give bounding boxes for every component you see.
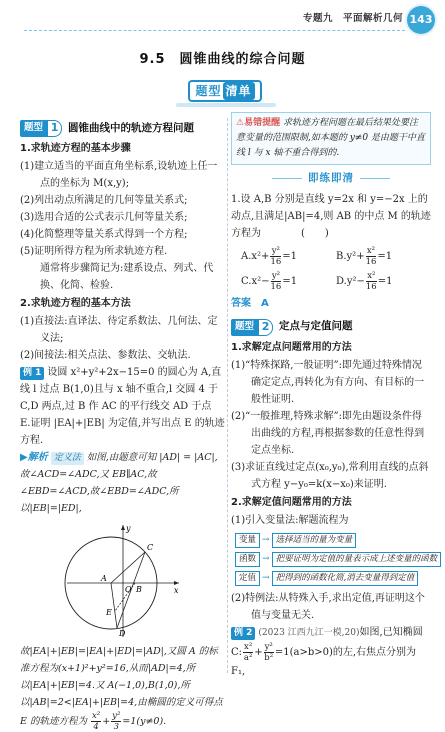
eq-frac-y <box>111 711 121 732</box>
option-a[interactable] <box>241 246 336 267</box>
option-d-post: =1 <box>377 275 393 287</box>
example1-tag: 例 1 <box>20 367 44 380</box>
eq-frac-x <box>91 711 101 732</box>
section-title: 9.5 圆锥曲线的综合问题 <box>139 52 306 67</box>
option-d-label: D. <box>336 275 347 287</box>
y-axis-arrow <box>121 525 125 530</box>
banner-part1: 题型 <box>195 84 222 98</box>
example1-text: 设圆 x²+y²+2x−15=0 的圆心为 A,直线 l 过点 B(1,0)且与 x 轴不重合,l 交圆 4 于 C,D 两点,过 B 作 AC 的平行线交 AD 于点 E.证明 |EA|+|EB| 为定值,并写出点 E 的轨迹方程. <box>20 367 225 446</box>
ex2-frac-x-num: x² <box>244 641 253 652</box>
chapter-title: 专题九 平面解析几何 <box>302 13 403 24</box>
fixed-value-method-1: (1)引入变量法:解题流程为 <box>231 514 349 526</box>
option-d-den: 16 <box>365 281 377 292</box>
option-b-post: =1 <box>377 250 393 262</box>
question1-answer: 答案 A <box>231 297 269 309</box>
steps-note: 通常将步骤简记为:建系设点、列式、代换、化简、检验. <box>40 263 214 291</box>
error-reminder-tag: ⚠易错提醒 <box>236 118 281 128</box>
x-axis-arrow <box>174 581 179 585</box>
label-o: O <box>124 585 132 594</box>
fixed-point-method-1: (1)“特殊探路,一般证明”:即先通过特殊情况确定定点,再转化为有方向、有目标的一般性证明. <box>231 359 425 405</box>
option-d-frac <box>366 271 377 292</box>
flow-desc-fixed: 把得到的函数化简,消去变量得到定值 <box>272 571 419 586</box>
segment-ac <box>111 552 145 583</box>
option-d-pre: y²− <box>346 275 365 287</box>
section2-title: 定点与定值问题 <box>279 320 353 333</box>
label-e: E <box>105 608 112 617</box>
arrow-right-icon: → <box>262 534 270 545</box>
option-a-den: 16 <box>270 256 282 267</box>
example2-equation: C: $\frac{\text{x²}}{\text{a²}}$ + $\frac{\text{y²}}{\text{b²}}$ =1(a>b>0)的左,右焦点分别为 F₁, <box>231 641 417 677</box>
section2-tag: 题型 <box>231 319 258 336</box>
option-c-num: y² <box>271 270 281 281</box>
fixed-point-method-2: (2)“一般推理,特殊求解”:即先由题设条件得出曲线的方程,再根据参数的任意性得到定点坐标. <box>231 410 425 456</box>
option-a-frac <box>270 246 281 267</box>
section1-heading <box>20 120 225 137</box>
column-divider <box>227 118 228 673</box>
option-d[interactable] <box>336 271 431 292</box>
option-c-den: 16 <box>270 281 282 292</box>
option-b-label: B. <box>336 250 347 262</box>
option-c-pre: x²− <box>251 275 270 287</box>
page-number: 143 <box>407 6 435 34</box>
eq-frac-x-num: x² <box>92 711 101 721</box>
example2-source: (2023 江西九江一模,20) <box>258 627 360 638</box>
option-c[interactable] <box>241 271 336 292</box>
ex2-frac-x <box>243 642 253 663</box>
fixed-value-heading: 2.求解定值问题常用的方法 <box>231 496 352 508</box>
ex2-frac-y-num: y² <box>264 641 273 652</box>
left-column <box>20 112 225 732</box>
solution-tag: ▶解析 <box>20 452 48 463</box>
ex2-frac-y <box>264 642 274 663</box>
option-b-frac <box>366 246 377 267</box>
banner-underline <box>176 103 276 107</box>
step-3: (3)选用合适的公式表示几何等量关系; <box>20 212 188 223</box>
steps-heading: 1.求轨迹方程的基本步骤 <box>20 143 131 154</box>
eq-tail: =1(y≠0). <box>122 716 167 727</box>
example2 <box>231 624 431 642</box>
eq-frac-y-num: y² <box>112 711 121 721</box>
flow-box-fixed: 定值 <box>235 571 260 586</box>
circle-diagram <box>63 521 183 641</box>
solution-text: 如图,由题意可知 |AD| = |AC|,故∠ACD=∠ADC,又 EB∥AC,故∠EBD=∠ACD,故∠EBD=∠ADC,所以|EB|=|ED|, <box>20 452 218 514</box>
flow-row-2 <box>235 552 438 567</box>
practice-line-right <box>360 178 390 179</box>
method-tag: 定义法 <box>51 452 84 465</box>
solution-text-3: E 的轨迹方程为 <box>20 716 87 727</box>
practice-label: 即练即清 <box>308 172 354 184</box>
flow-desc-variable: 选择适当的量为变量 <box>272 533 357 548</box>
example2-text: 如图,已知椭圆 <box>359 626 423 638</box>
arrow-right-icon: → <box>262 572 270 583</box>
ex2-frac-x-den: a² <box>243 652 253 663</box>
label-b: B <box>135 585 142 594</box>
label-c: C <box>146 543 153 552</box>
option-a-num: y² <box>271 245 280 256</box>
page-header <box>0 0 445 46</box>
example1 <box>20 364 225 449</box>
step-1: (1)建立适当的平面直角坐标系,设轨迹上任一点的坐标为 M(x,y); <box>20 161 218 189</box>
methods-heading: 2.求轨迹方程的基本方法 <box>20 298 131 309</box>
section1-number: 1 <box>47 120 62 137</box>
step-5: (5)证明所得方程为所求轨迹方程. <box>20 246 168 257</box>
section1-title: 圆锥曲线中的轨迹方程问题 <box>68 121 195 134</box>
option-a-pre: x²+ <box>251 250 270 262</box>
label-y: y <box>125 524 131 533</box>
example2-c: C: <box>231 646 243 658</box>
fixed-point-method-3: (3)求证直线过定点(x₀,y₀),常利用直线的点斜式方程 y−y₀=k(x−x₀)来证明. <box>231 461 429 490</box>
flow-row-1 <box>235 533 431 548</box>
option-d-num: x² <box>367 270 376 281</box>
right-column <box>231 112 438 680</box>
type-list-banner <box>188 80 262 102</box>
banner-part2: 清单 <box>223 82 255 100</box>
method-1: (1)直接法:直译法、待定系数法、几何法、定义法; <box>20 316 218 344</box>
practice-line-left <box>272 178 302 179</box>
section1-tag: 题型 <box>20 120 47 137</box>
header-divider <box>24 30 405 31</box>
segment-ad <box>111 583 117 628</box>
error-reminder-text: 求轨迹方程问题在最后结果处要注意变量的范围限制,如本题的 y≠0 是由题干中直线 l 与 x 轴不重合得到的. <box>236 118 425 158</box>
solution-text-2: 故|EA|+|EB|=|EA|+|ED|=|AD|,又圆 A 的标准方程为(x+1)²+y²=16,从而|AD|=4,所以|EA|+|EB|=4.又 A(−1,0),B(1,0),所以|AB|=2<|EA|+|EB|=4,由椭圆的定义可得点 <box>20 646 223 708</box>
option-b-pre: y²+ <box>346 250 365 262</box>
section2-number: 2 <box>258 319 273 336</box>
question1-options <box>241 246 431 292</box>
option-c-post: =1 <box>282 275 298 287</box>
flow-box-variable: 变量 <box>235 533 260 548</box>
error-reminder-box <box>231 112 431 165</box>
option-a-post: =1 <box>282 250 298 262</box>
practice-heading <box>231 171 431 187</box>
label-d: D <box>118 629 125 638</box>
arrow-right-icon: → <box>262 553 270 564</box>
flow-desc-function: 把要证明为定值的量表示成上述变量的函数 <box>272 552 442 567</box>
label-a: A <box>100 574 107 583</box>
eq-frac-y-den: 3 <box>113 722 119 732</box>
section2-heading <box>231 319 431 336</box>
option-b-num: x² <box>366 245 376 256</box>
solution1 <box>20 449 225 517</box>
option-a-label: A. <box>241 250 252 262</box>
ex2-frac-y-den: b² <box>264 652 274 663</box>
label-x: x <box>173 586 179 595</box>
fixed-point-heading: 1.求解定点问题常用的方法 <box>231 341 352 353</box>
option-c-frac <box>271 271 282 292</box>
question1: 1.设 A,B 分别是直线 y=2x 和 y=−2x 上的动点,且满足|AB|=4,则 AB 的中点 M 的轨迹方程为 ( ) <box>231 193 431 239</box>
step-2: (2)列出动点所满足的几何等量关系式; <box>20 195 188 206</box>
solution-conclusion: E 的轨迹方程为 $\frac{\text{x²}}{4}$ + $\frac{\text{y²}}{3}$ =1(y≠0). <box>20 711 167 732</box>
step-4: (4)化简整理等量关系式得到一个方程; <box>20 229 188 240</box>
option-b-den: 16 <box>365 256 377 267</box>
example2-tag: 例 2 <box>231 627 255 640</box>
eq-frac-x-den: 4 <box>93 722 99 732</box>
example2-tail: =1(a>b>0)的左,右焦点分别为 F₁, <box>231 646 417 677</box>
flow-row-3 <box>235 571 431 586</box>
flow-diagram <box>235 533 438 586</box>
option-b[interactable] <box>336 246 431 267</box>
flow-box-function: 函数 <box>235 552 260 567</box>
option-c-label: C. <box>241 275 252 287</box>
method-2: (2)间接法:相关点法、参数法、交轨法. <box>20 350 191 361</box>
fixed-value-method-2: (2)特例法:从特殊入手,求出定值,再证明这个值与变量无关. <box>231 592 425 621</box>
